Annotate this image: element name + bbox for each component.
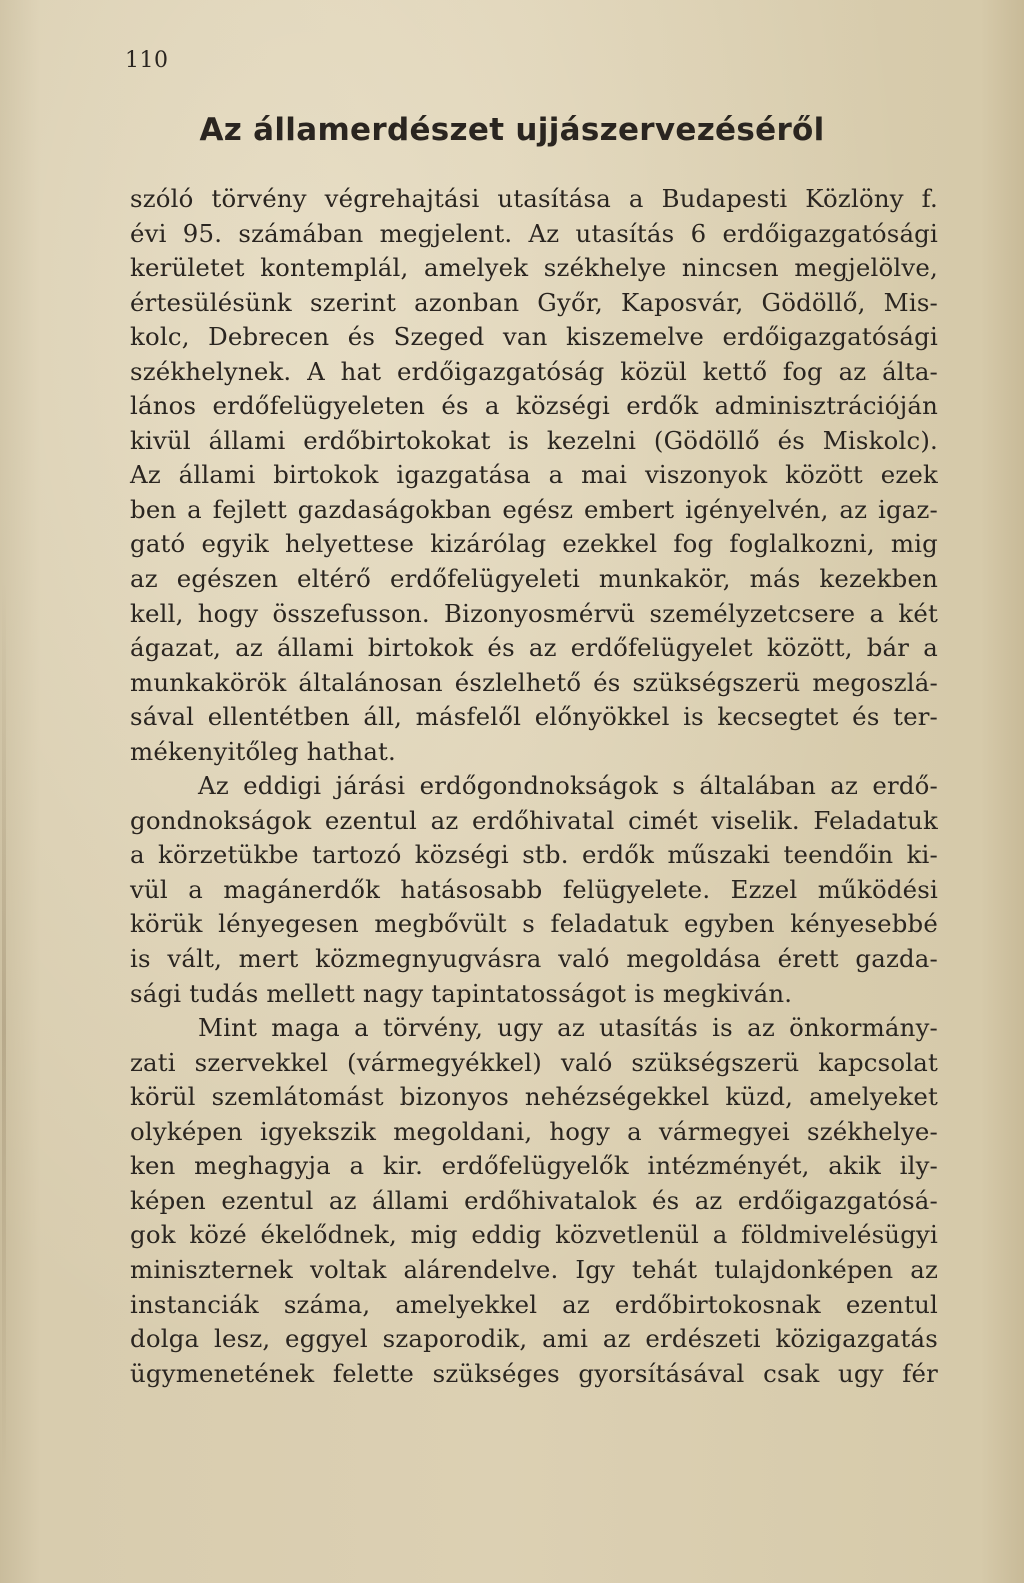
text-line: körük lényegesen megbővült s feladatuk egyben kényesebbé (130, 909, 938, 939)
text-line: ben a fejlett gazdaságokban egész embert igényelvén, az igaz- (130, 494, 938, 524)
text-line: Az eddigi járási erdőgondnokságok s általában az erdő- (198, 771, 938, 801)
text-line: képen ezentul az állami erdőhivatalok és az erdőigazgatósá- (130, 1185, 938, 1215)
text-line: kerületet kontemplál, amelyek székhelye nincsen megjelölve, (130, 253, 938, 283)
page-title: Az államerdészet ujjászervezéséről (199, 112, 825, 148)
text-line: gondnokságok ezentul az erdőhivatal cimét viselik. Feladatuk (130, 805, 938, 835)
text-line: a körzetükbe tartozó községi stb. erdők műszaki teendőin ki- (130, 840, 938, 870)
text-line: lános erdőfelügyeleten és a községi erdők adminisztrációján (130, 391, 938, 421)
text-line: sági tudás mellett nagy tapintatosságot is megkiván. (130, 978, 793, 1008)
text-line: ágazat, az állami birtokok és az erdőfelügyelet között, bár a (130, 633, 938, 663)
text-line: mékenyitőleg hathat. (130, 736, 397, 766)
text-line: Mint maga a törvény, ugy az utasítás is az önkormány- (198, 1013, 938, 1043)
text-line: instanciák száma, amelyekkel az erdőbirtokosnak ezentul (130, 1289, 938, 1319)
page-number: 110 (125, 48, 169, 73)
text-line: kivül állami erdőbirtokokat is kezelni (Gödöllő és Miskolc). (130, 425, 938, 455)
text-line: is vált, mert közmegnyugvásra való megoldása érett gazda- (130, 944, 938, 974)
text-line: dolga lesz, eggyel szaporodik, ami az erdészeti közigazgatás (130, 1324, 938, 1354)
text-line: miniszternek voltak alárendelve. Igy tehát tulajdonképen az (130, 1254, 938, 1284)
text-line: értesülésünk szerint azonban Győr, Kaposvár, Gödöllő, Mis- (130, 287, 938, 317)
text-line: gok közé ékelődnek, mig eddig közvetlenül a földmivelésügyi (130, 1220, 938, 1250)
text-line: székhelynek. A hat erdőigazgatóság közül kettő fog az álta- (130, 356, 938, 386)
text-line: vül a magánerdők hatásosabb felügyelete. Ezzel működési (130, 874, 938, 904)
text-line: munkakörök általánosan észlelhető és szükségszerü megoszlá- (130, 667, 938, 697)
text-line: zati szervekkel (vármegyékkel) való szükségszerü kapcsolat (130, 1047, 938, 1077)
text-line: évi 95. számában megjelent. Az utasítás 6 erdőigazgatósági (130, 218, 938, 248)
text-line: gató egyik helyettese kizárólag ezekkel fog foglalkozni, mig (130, 529, 938, 559)
text-line: az egészen eltérő erdőfelügyeleti munkakör, más kezekben (130, 564, 938, 594)
text-line: ügymenetének felette szükséges gyorsításával csak ugy fér (130, 1358, 938, 1388)
text-line: körül szemlátomást bizonyos nehézségekkel küzd, amelyeket (130, 1082, 938, 1112)
text-line: ken meghagyja a kir. erdőfelügyelők intézményét, akik ily- (130, 1151, 938, 1181)
page-edge-shadow (2, 580, 6, 1480)
text-line: sával ellentétben áll, másfelől előnyökkel is kecsegtet és ter- (130, 702, 938, 732)
text-line: kell, hogy összefusson. Bizonyosmérvü személyzetcsere a két (130, 598, 938, 628)
text-line: Az állami birtokok igazgatása a mai viszonyok között ezek (130, 460, 938, 490)
text-line: olyképen igyekszik megoldani, hogy a vármegyei székhelye- (130, 1116, 938, 1146)
text-line: szóló törvény végrehajtási utasítása a Budapesti Közlöny f. (130, 184, 938, 213)
text-line: kolc, Debrecen és Szeged van kiszemelve erdőigazgatósági (130, 322, 938, 352)
body-text (130, 182, 938, 1391)
